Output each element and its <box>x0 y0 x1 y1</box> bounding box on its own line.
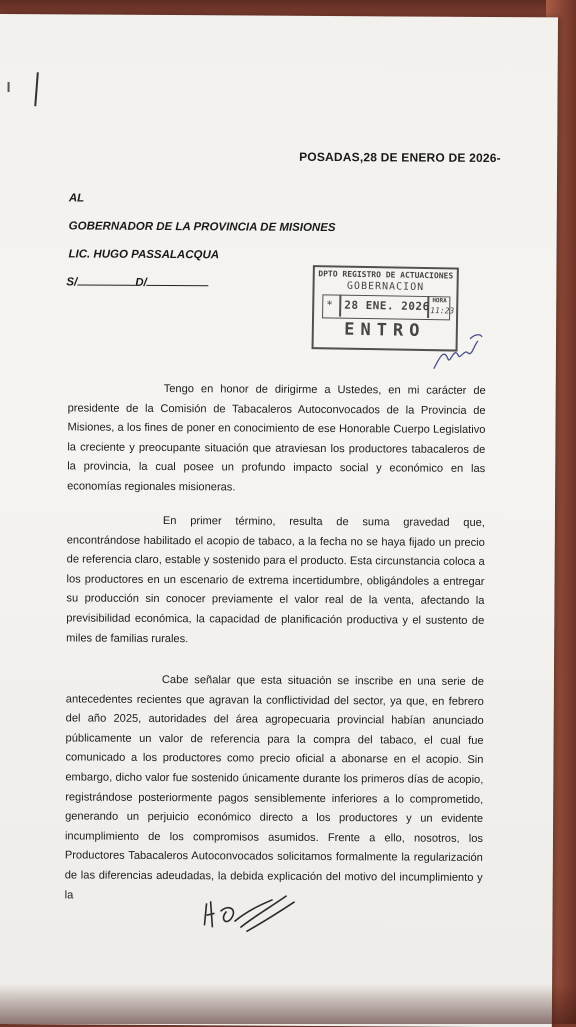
document-date: POSADAS,28 DE ENERO DE 2026- <box>299 149 501 166</box>
stamp-star: * <box>326 298 333 312</box>
handwritten-signature <box>194 881 304 942</box>
sd-blank-1 <box>77 284 135 285</box>
margin-pen-mark <box>34 72 39 106</box>
paragraph-3: Cabe señalar que esta situación se inscribe en una serie de antecedentes recientes que agravan la conflictividad del sector, ya que, en febrero del año 2025, autoridades del área agropecuaria provincial habían anunciado públicamente un valor de referencia para la compra del tabaco, el cual fue comunicado a los productores como precio oficial a abonarse en el acopio. Sin embargo, dicho valor fue sostenido únicamente durante los primeros días de acopio, registrándose posteriormente pagos sensiblemente inferiores a lo comprometido, generando un perjuicio económico directo a los productores y un evidente incumplimiento de los compromisos asumidos. Frente a ello, nosotros, los Productores Tabacaleros Autoconvocados solicitamos formalmente la regularización de las diferencias adeudadas, la debida explicación del motivo del incumplimiento y la <box>64 674 484 901</box>
addressee-al: AL <box>68 192 85 205</box>
paragraph-1: Tengo en honor de dirigirme a Ustedes, en mi carácter de presidente de la Comisión de Tabacaleros Autoconvocados de la Provincia de Misiones, a los fines de poner en conocimiento de ese Honorable Cuerpo Legislativo la creciente y preocupante situación que atraviesan los productores tabacaleros de la provincia, la cual posee un profundo impacto social y económico en las economías regionales misioneras. <box>67 383 486 494</box>
paragraph-2: En primer término, resulta de suma gravedad que, encontrándose habilitado el acopio de tabaco, a la fecha no se haya fijado un precio de referencia claro, estable y sostenido para el producto. Esta circunstancia coloca a los productores en un escenario de extrema incertidumbre, obligándoles a entregar su producción sin conocer previamente el valor real de la venta, afectando la previsibilidad económica, la capacidad de planificación productiva y el sustento de miles de familias rurales. <box>66 515 485 645</box>
sd-middle: D/ <box>135 276 147 289</box>
addressee-name: LIC. HUGO PASSALACQUA <box>68 248 220 262</box>
sd-prefix: S/ <box>66 276 78 289</box>
sd-line <box>66 276 208 289</box>
margin-tick <box>8 82 10 92</box>
stamp-department: DPTO REGISTRO DE ACTUACIONES <box>318 269 454 281</box>
stamp-hora-value: 11:23 <box>430 306 455 316</box>
stamp-office: GOBERNACION <box>346 280 425 294</box>
addressee-title: GOBERNADOR DE LA PROVINCIA DE MISIONES <box>68 220 336 235</box>
document-page <box>0 14 558 1027</box>
stamp-date: 28 ENE. 2026 <box>344 298 430 314</box>
page-bottom-shadow <box>0 984 576 1024</box>
sd-blank-2 <box>147 285 209 286</box>
stamp-signature <box>430 319 486 377</box>
stamp-status: ENTRO <box>344 319 426 342</box>
stamp-hora-label: HORA <box>432 297 447 305</box>
